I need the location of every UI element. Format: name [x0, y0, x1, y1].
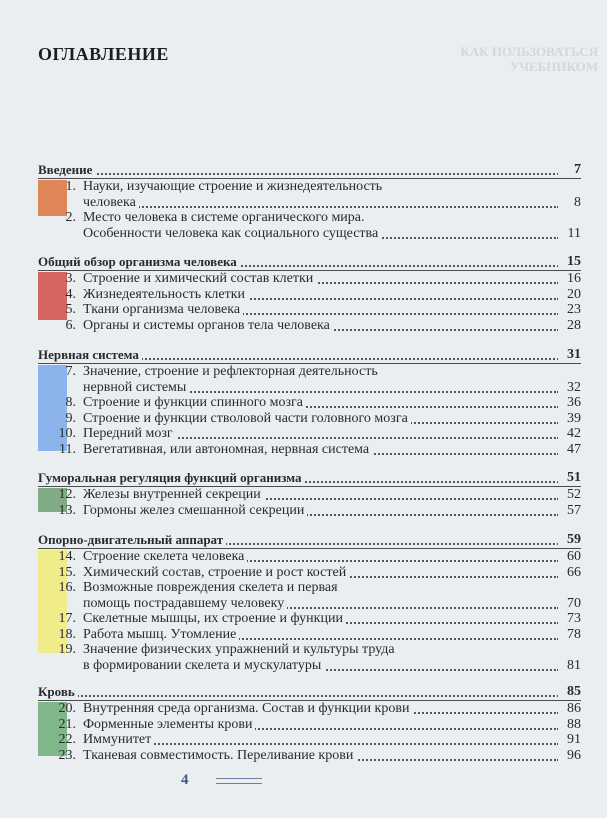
section-heading[interactable]	[38, 162, 581, 177]
entry-page-number: 86	[558, 701, 581, 716]
section-title: Опорно-двигательный аппарат	[38, 532, 226, 547]
entry-number: 10.	[58, 426, 76, 441]
section-heading[interactable]	[38, 470, 581, 485]
toc-entry[interactable]	[38, 395, 581, 410]
toc-entry[interactable]	[38, 549, 581, 564]
toc-entry[interactable]	[38, 179, 581, 194]
entry-page-number: 8	[558, 195, 581, 210]
entry-page-number: 81	[558, 658, 581, 673]
toc-entry[interactable]	[38, 611, 581, 626]
toc-entry[interactable]	[38, 442, 581, 457]
toc-entry-continuation[interactable]	[38, 226, 581, 241]
bleed-through-text: КАК ПОЛЬЗОВАТЬСЯ УЧЕБНИКОМ	[460, 44, 598, 74]
toc-entry[interactable]	[38, 503, 581, 518]
entry-number: 13.	[58, 502, 76, 518]
entry-number: 18.	[58, 626, 76, 642]
toc-entry[interactable]	[38, 565, 581, 580]
section-title: Нервная система	[38, 347, 142, 362]
entry-page-number: 96	[558, 748, 581, 763]
entry-title: 11. Вегетативная, или автономная, нервная система	[83, 442, 372, 457]
entry-number: 4.	[65, 286, 76, 302]
section-heading[interactable]	[38, 254, 581, 269]
entry-title: 18. Работа мышц. Утомление	[83, 627, 239, 642]
toc-entry-continuation[interactable]	[38, 596, 581, 611]
entry-number: 12.	[58, 487, 76, 502]
entry-title: 9. Строение и функции стволовой части головного мозга	[83, 411, 411, 426]
dot-leader	[38, 695, 559, 697]
entry-page-number: 32	[558, 380, 581, 395]
dot-leader	[83, 206, 559, 208]
toc-entry[interactable]	[38, 580, 581, 595]
toc-entry[interactable]	[38, 287, 581, 302]
entry-page-number: 28	[558, 318, 581, 333]
section-page-number: 85	[558, 684, 581, 699]
entry-page-number: 20	[558, 287, 581, 302]
toc-entry[interactable]	[38, 627, 581, 642]
toc-entry-continuation[interactable]	[38, 380, 581, 395]
entry-page-number: 16	[558, 271, 581, 286]
entry-title-continued: человека	[83, 195, 139, 210]
section-title: Гуморальная регуляция функций организма	[38, 470, 305, 485]
entry-number: 21.	[58, 716, 76, 732]
entry-page-number: 57	[558, 503, 581, 518]
entry-title: 16. Возможные повреждения скелета и первая	[83, 580, 341, 595]
toc-entry[interactable]	[38, 271, 581, 286]
entry-number: 1.	[65, 179, 76, 194]
entry-number: 11.	[59, 441, 76, 457]
entry-title: 5. Ткани организма человека	[83, 302, 243, 317]
section-heading[interactable]	[38, 347, 581, 362]
toc-entry[interactable]	[38, 364, 581, 379]
entry-title: 15. Химический состав, строение и рост костей	[83, 565, 349, 580]
toc-entry[interactable]	[38, 717, 581, 732]
section-heading[interactable]	[38, 532, 581, 547]
entry-title: 7. Значение, строение и рефлекторная деятельность	[83, 364, 381, 379]
entry-title: 23. Тканевая совместимость. Переливание крови	[83, 748, 356, 763]
entry-title: 21. Форменные элементы крови	[83, 717, 255, 732]
entry-number: 17.	[58, 611, 76, 626]
entry-number: 23.	[58, 747, 76, 763]
entry-number: 7.	[65, 364, 76, 379]
entry-number: 3.	[65, 271, 76, 286]
footer-rule	[216, 783, 262, 784]
entry-title: 12. Железы внутренней секреции	[83, 487, 264, 502]
entry-page-number: 91	[558, 732, 581, 747]
entry-number: 19.	[58, 642, 76, 657]
entry-title-continued: нервной системы	[83, 380, 189, 395]
section-page-number: 59	[558, 532, 581, 547]
entry-page-number: 36	[558, 395, 581, 410]
entry-title: 8. Строение и функции спинного мозга	[83, 395, 306, 410]
entry-page-number: 23	[558, 302, 581, 317]
dot-leader	[38, 173, 559, 175]
entry-title: 22. Иммунитет	[83, 732, 154, 747]
entry-number: 15.	[58, 564, 76, 580]
entry-number: 20.	[58, 701, 76, 716]
toc-entry[interactable]	[38, 318, 581, 333]
dot-leader	[83, 743, 559, 745]
entry-number: 5.	[65, 302, 76, 317]
entry-title: 6. Органы и системы органов тела человека	[83, 318, 333, 333]
entry-title: 19. Значение физических упражнений и культуры труда	[83, 642, 398, 657]
toc-entry[interactable]	[38, 426, 581, 441]
entry-title: 20. Внутренняя среда организма. Состав и функции крови	[83, 701, 412, 716]
entry-title: 13. Гормоны желез смешанной секреции	[83, 503, 307, 518]
entry-number: 6.	[65, 317, 76, 333]
entry-page-number: 42	[558, 426, 581, 441]
section-page-number: 7	[558, 162, 581, 177]
entry-page-number: 73	[558, 611, 581, 626]
entry-page-number: 78	[558, 627, 581, 642]
entry-page-number: 70	[558, 596, 581, 611]
entry-title: 10. Передний мозг	[83, 426, 176, 441]
footer-rule	[216, 778, 262, 779]
entry-number: 2.	[65, 210, 76, 225]
toc-entry[interactable]	[38, 642, 581, 657]
entry-number: 9.	[65, 410, 76, 426]
section-heading[interactable]	[38, 684, 581, 699]
section-page-number: 31	[558, 347, 581, 362]
entry-title: 17. Скелетные мышцы, их строение и функции	[83, 611, 346, 626]
section-page-number: 51	[558, 470, 581, 485]
entry-number: 14.	[58, 549, 76, 564]
page-number: 4	[181, 772, 189, 788]
section-page-number: 15	[558, 254, 581, 269]
toc-entry[interactable]	[38, 302, 581, 317]
page-title: ОГЛАВЛЕНИЕ	[38, 44, 169, 64]
entry-title-continued: Особенности человека как социального существа	[83, 226, 381, 241]
entry-title: 4. Жизнедеятельность клетки	[83, 287, 248, 302]
entry-page-number: 88	[558, 717, 581, 732]
section-title: Кровь	[38, 684, 78, 699]
toc-entry-continuation[interactable]	[38, 658, 581, 673]
entry-title-continued: в формировании скелета и мускулатуры	[83, 658, 324, 673]
entry-title: 2. Место человека в системе органического мира.	[83, 210, 368, 225]
entry-number: 16.	[58, 580, 76, 595]
toc-entry[interactable]	[38, 732, 581, 747]
entry-page-number: 47	[558, 442, 581, 457]
entry-page-number: 60	[558, 549, 581, 564]
entry-title-continued: помощь пострадавшему человеку	[83, 596, 287, 611]
entry-page-number: 11	[558, 226, 581, 241]
toc-entry[interactable]	[38, 487, 581, 502]
toc-entry[interactable]	[38, 748, 581, 763]
section-title: Общий обзор организма человека	[38, 254, 240, 269]
entry-number: 22.	[58, 732, 76, 747]
entry-page-number: 66	[558, 565, 581, 580]
toc-entry[interactable]	[38, 701, 581, 716]
entry-page-number: 52	[558, 487, 581, 502]
entry-title: 3. Строение и химический состав клетки	[83, 271, 316, 286]
entry-title: 14. Строение скелета человека	[83, 549, 247, 564]
toc-entry-continuation[interactable]	[38, 195, 581, 210]
entry-number: 8.	[65, 395, 76, 410]
toc-entry[interactable]	[38, 210, 581, 225]
toc-entry[interactable]	[38, 411, 581, 426]
entry-title: 1. Науки, изучающие строение и жизнедеятельность	[83, 179, 385, 194]
entry-page-number: 39	[558, 411, 581, 426]
section-title: Введение	[38, 162, 95, 177]
